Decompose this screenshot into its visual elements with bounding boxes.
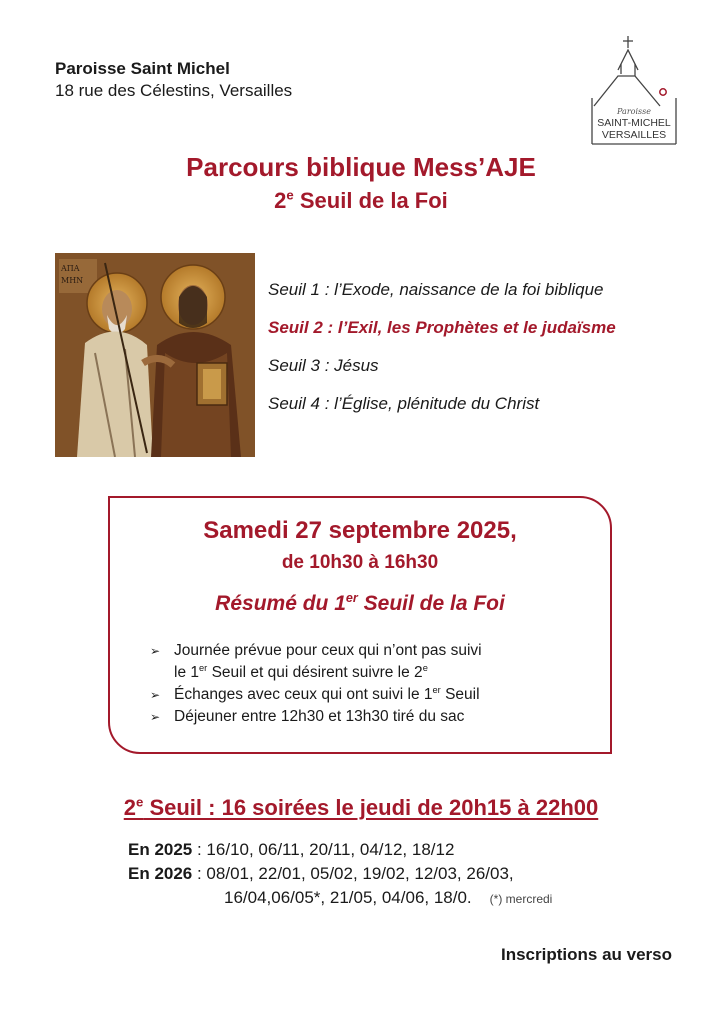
event-date: Samedi 27 septembre 2025, xyxy=(203,517,517,544)
parish-header xyxy=(55,58,292,102)
dates-block xyxy=(128,838,552,911)
event-details-list xyxy=(150,640,482,728)
arrow-bullet-icon: ➢ xyxy=(150,688,161,702)
event-hours: de 10h30 à 16h30 xyxy=(281,552,439,573)
logo-line2: VERSAILLES xyxy=(601,129,667,141)
list-item-active: Seuil 2 : l’Exil, les Prophètes et le judaïsme xyxy=(268,318,616,337)
dates-note: (*) mercredi xyxy=(489,892,553,906)
list-item: Seuil 3 : Jésus xyxy=(268,356,379,375)
arrow-bullet-icon: ➢ xyxy=(150,644,161,658)
seuils-list xyxy=(268,280,616,432)
page-subtitle: 2e Seuil de la Foi xyxy=(274,187,448,213)
parish-name: Paroisse Saint Michel xyxy=(55,59,230,78)
logo-small-text: Paroisse xyxy=(617,107,651,116)
svg-text:ΜΗΝ: ΜΗΝ xyxy=(61,276,84,285)
title-block xyxy=(0,150,722,216)
event-resume: Résumé du 1er Seuil de la Foi xyxy=(215,591,505,615)
seuil2-heading: 2e Seuil : 16 soirées le jeudi de 20h15 à 22h00 xyxy=(123,794,599,820)
event-box xyxy=(108,496,612,754)
list-item: Seuil 1 : l’Exode, naissance de la foi biblique xyxy=(268,280,604,299)
list-item: ➢ Journée prévue pour ceux qui n’ont pas suivi le 1er Seuil et qui désirent suivre le 2e xyxy=(150,642,482,681)
svg-text:ΑΠΑ: ΑΠΑ xyxy=(61,264,80,273)
dates-2026: En 2026 : 08/01, 22/01, 05/02, 19/02, 12/03, 26/03, xyxy=(128,864,514,883)
logo-line1: SAINT-MICHEL xyxy=(597,117,671,129)
page-title: Parcours biblique Mess’AJE xyxy=(186,152,536,182)
parish-address: 18 rue des Célestins, Versailles xyxy=(55,81,293,100)
list-item: ➢ Échanges avec ceux qui ont suivi le 1er Seuil xyxy=(150,684,482,706)
list-item: Seuil 4 : l’Église, plénitude du Christ xyxy=(268,394,540,413)
parish-logo xyxy=(588,34,680,152)
list-item: ➢ Déjeuner entre 12h30 et 13h30 tiré du sac xyxy=(150,706,482,728)
verso-note: Inscriptions au verso xyxy=(501,945,672,964)
dates-2025: En 2025 : 16/10, 06/11, 20/11, 04/12, 18/12 xyxy=(128,840,455,859)
dates-2026-cont: 16/04,06/05*, 21/05, 04/06, 18/0. (*) mercredi xyxy=(224,888,553,907)
arrow-bullet-icon: ➢ xyxy=(150,710,161,724)
religious-icon-image xyxy=(55,253,255,457)
